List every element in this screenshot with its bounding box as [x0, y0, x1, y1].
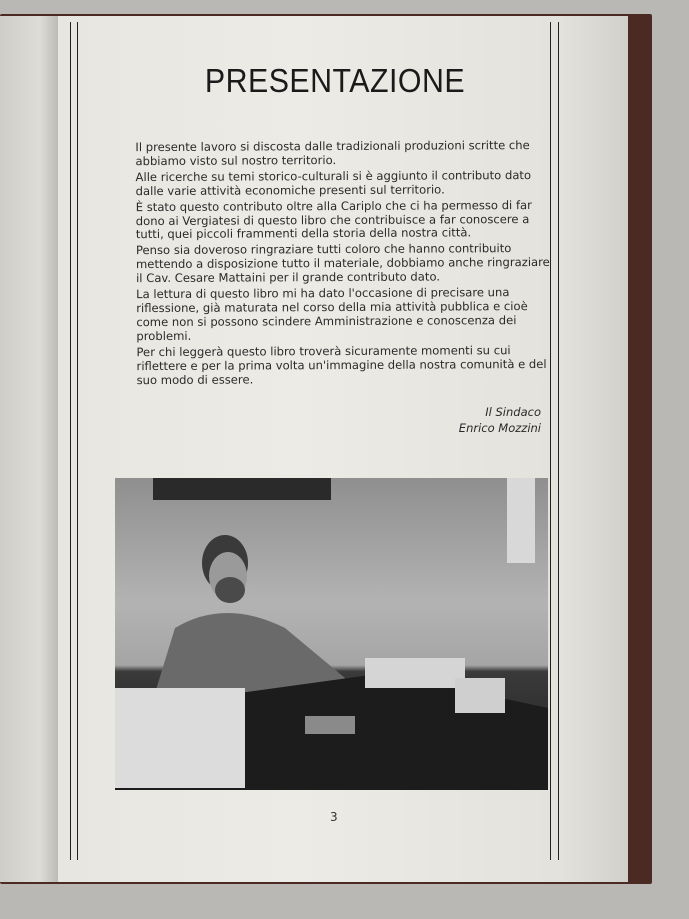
jacket — [155, 613, 345, 693]
page-title: PRESENTAZIONE — [204, 62, 466, 99]
text-line: Penso sia doveroso ringraziare tutti coloro che hanno contribuito — [135, 241, 512, 258]
border-line-left-inner — [77, 22, 78, 860]
pen-holder — [455, 678, 505, 713]
signature-name: Enrico Mozzini — [458, 421, 541, 435]
mayor-photo — [115, 478, 548, 790]
paragraph — [136, 169, 556, 199]
border-line-left-outer — [70, 22, 71, 860]
text-line: La lettura di questo libro mi ha dato l'occasione di precisare una — [136, 285, 510, 302]
text-line: dalle varie attività economiche presenti sul territorio. — [135, 182, 445, 198]
text-line: il Cav. Cesare Mattaini per il grande contributo dato. — [136, 269, 441, 286]
text-line: abbiamo visto sul nostro territorio. — [135, 152, 337, 169]
photo-illustration — [115, 478, 548, 790]
paragraph — [136, 199, 556, 243]
text-line: suo modo di essere. — [136, 371, 254, 387]
text-line: problemi. — [136, 328, 192, 343]
border-line-right-outer — [558, 22, 559, 860]
documents — [365, 658, 465, 688]
text-line: tutti, quei piccoli frammenti della storia della nostra città. — [135, 225, 472, 242]
paragraph — [135, 139, 555, 169]
ashtray — [305, 716, 355, 734]
text-line: Il presente lavoro si discosta dalle tradizionali produzioni scritte che — [135, 138, 530, 155]
text-line: È stato questo contributo oltre alla Cariplo che ci ha permesso di far — [135, 197, 532, 214]
signature — [459, 404, 541, 436]
signature-role: Il Sindaco — [485, 405, 541, 419]
text-line: Per chi leggerà questo libro troverà sicuramente momenti su cui — [136, 342, 511, 359]
beard — [215, 577, 245, 603]
page-number: 3 — [330, 810, 338, 824]
previous-page-edge — [0, 16, 58, 882]
paragraph — [136, 242, 556, 286]
text-line: mettendo a disposizione tutto il materiale, dobbiamo anche ringraziare — [135, 255, 550, 272]
picture-frame — [153, 478, 331, 500]
paragraph — [136, 286, 556, 344]
presentation-text — [135, 139, 556, 390]
text-line: come non si possono scindere Amministrazione e conoscenza dei — [136, 312, 517, 329]
text-line: riflessione, già maturata nel corso della mia attività pubblica e cioè — [136, 299, 528, 316]
text-line: Alle ricerche su temi storico-culturali si è aggiunto il contributo dato — [135, 167, 532, 184]
text-line: dono ai Vergiatesi di questo libro che contribuisce a far conoscere a — [135, 211, 530, 228]
wall-calendar — [507, 478, 535, 563]
paper-stack — [115, 688, 245, 788]
text-line: riflettere e per la prima volta un'immagine della nostra comunità e del — [136, 356, 547, 373]
paragraph — [136, 344, 556, 388]
